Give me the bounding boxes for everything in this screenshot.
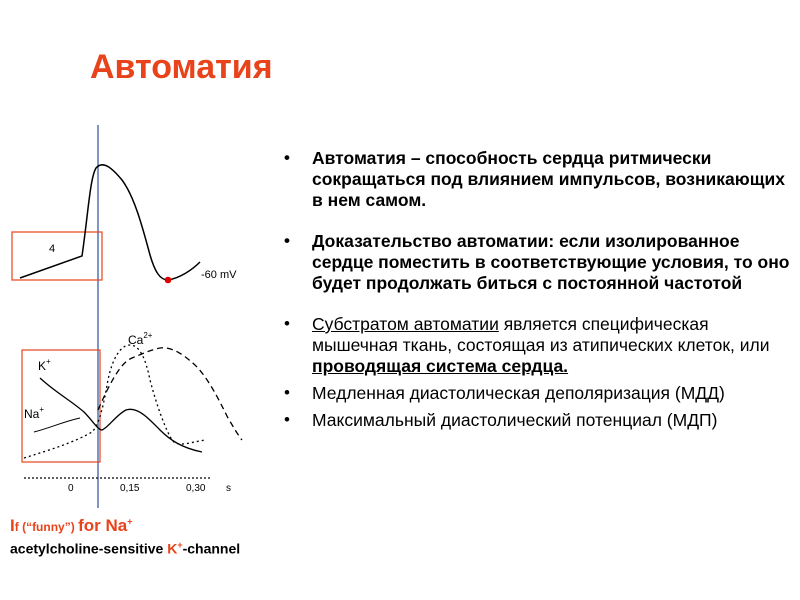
- bullet-definition: • Автоматия – способность сердца ритмически сокращаться под влиянием импульсов, возникающих в нем самом.: [284, 148, 785, 210]
- x-unit-label: s: [226, 483, 231, 494]
- bullet-list: [282, 148, 792, 437]
- bullet-dot: •: [284, 383, 290, 402]
- na-label-line: [34, 418, 80, 432]
- phase4-box: [12, 232, 102, 280]
- k-label: K+: [38, 357, 51, 373]
- slide-title: Автоматия: [90, 48, 273, 86]
- bullet-dot: •: [284, 410, 290, 429]
- bullet-dot: •: [284, 148, 290, 167]
- action-potential-curve: [20, 165, 200, 280]
- voltage-label: -60 mV: [201, 269, 237, 281]
- na-label: Na+: [24, 405, 45, 421]
- bullet-dot: •: [284, 314, 290, 333]
- ion-box: [22, 350, 100, 462]
- bullet-dot: •: [284, 231, 290, 250]
- bullet-substrate: • Субстратом автоматии является специфическая мышечная ткань, состоящая из атипических клеток, или проводящая система сердца.: [284, 314, 770, 376]
- ca-label: $Ca^{2+}$: [128, 331, 153, 347]
- if-current-label: If (“funny”) for Na+: [10, 516, 133, 535]
- x-tick-030: 0,30: [186, 483, 206, 494]
- bullet-mdp: • Максимальный диастолический потенциал (МДП): [284, 410, 718, 430]
- k-current-curve: [40, 378, 202, 452]
- phase4-label: 4: [49, 243, 56, 255]
- na-current-curve: [24, 345, 206, 458]
- x-tick-0: 0: [68, 483, 74, 494]
- ca-current-curve: [98, 348, 242, 440]
- bullet-proof: • Доказательство автоматии: если изолированное сердце поместить в соответствующие условия, то оно будет продолжать биться с постоянной частотой: [284, 231, 790, 293]
- x-tick-015: 0,15: [120, 483, 140, 494]
- bullet-mdd: • Медленная диастолическая деполяризация (МДД): [284, 383, 725, 403]
- action-potential-diagram: [0, 120, 290, 510]
- ach-channel-label: acetylcholine-sensitive K+-channel: [10, 540, 241, 557]
- mdp-marker: [165, 277, 172, 284]
